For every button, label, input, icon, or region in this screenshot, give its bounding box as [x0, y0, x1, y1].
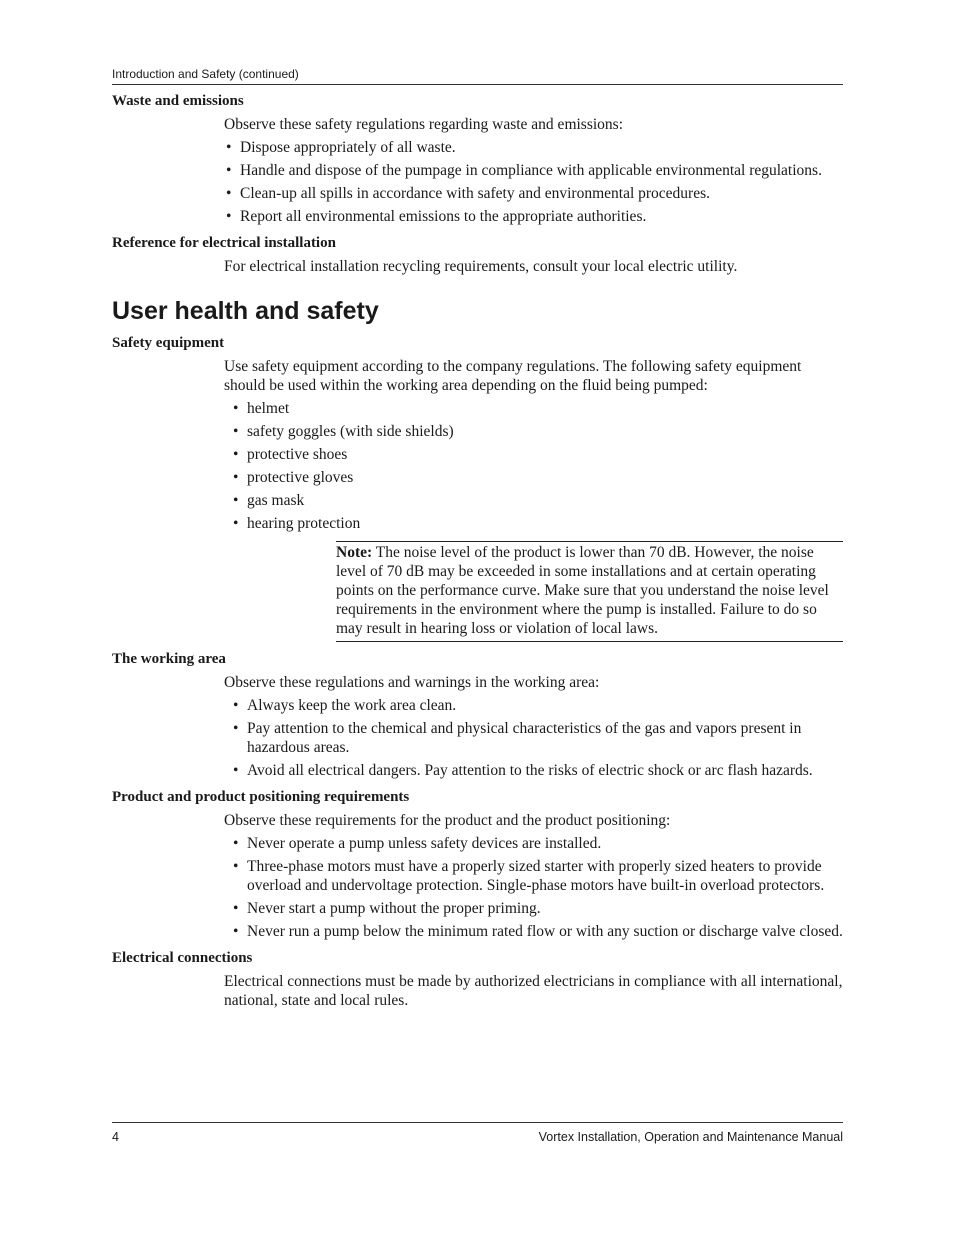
list-item: • helmet: [224, 399, 843, 418]
list-item: • protective shoes: [224, 445, 843, 464]
waste-list: [224, 138, 843, 226]
electrical-ref-body: [224, 257, 843, 276]
note-label: Note:: [336, 544, 373, 561]
list-item: • hearing protection: [224, 514, 843, 533]
waste-heading: Waste and emissions: [112, 93, 244, 109]
page-footer: [112, 1122, 843, 1144]
electrical-ref-heading: Reference for electrical installation: [112, 235, 336, 251]
positioning-body: [224, 811, 843, 941]
list-item: • Dispose appropriately of all waste.: [224, 138, 843, 157]
list-item: • Three-phase motors must have a properly sized starter with properly sized heaters to provide overload and undervoltage protection. Single-phase motors have built-in overload protectors.: [224, 857, 843, 895]
list-item: • gas mask: [224, 491, 843, 510]
working-area-heading: The working area: [112, 651, 226, 667]
running-header: Introduction and Safety (continued): [112, 67, 843, 85]
working-area-list: [224, 696, 843, 780]
working-area-intro: Observe these regulations and warnings in the working area:: [224, 674, 600, 691]
safety-equipment-heading: Safety equipment: [112, 335, 225, 351]
waste-body: [224, 115, 843, 226]
list-item: • Never run a pump below the minimum rated flow or with any suction or discharge valve closed.: [224, 922, 843, 941]
safety-equipment-intro: Use safety equipment according to the company regulations. The following safety equipment should be used within the working area depending on the fluid being pumped:: [224, 358, 802, 394]
electrical-conn-body: [224, 972, 843, 1010]
list-item: • Handle and dispose of the pumpage in compliance with applicable environmental regulations.: [224, 161, 843, 180]
list-item: • Never start a pump without the proper priming.: [224, 899, 843, 918]
list-item: • Always keep the work area clean.: [224, 696, 843, 715]
note-text: The noise level of the product is lower than 70 dB. However, the noise level of 70 dB may be exceeded in some installations and at certain operating points on the performance curve. Make sure that you understand the noise level requirements in the environment where the pump is installed. Failure to do so may result in hearing loss or violation of local laws.: [336, 544, 829, 637]
waste-intro: Observe these safety regulations regarding waste and emissions:: [224, 116, 624, 133]
noise-note: [336, 541, 843, 642]
positioning-list: [224, 834, 843, 941]
list-item: • Avoid all electrical dangers. Pay attention to the risks of electric shock or arc flash hazards.: [224, 761, 843, 780]
list-item: • protective gloves: [224, 468, 843, 487]
page-number: 4: [112, 1130, 119, 1144]
working-area-body: [224, 673, 843, 780]
electrical-conn-text: Electrical connections must be made by authorized electricians in compliance with all international, national, state and local rules.: [224, 973, 843, 1009]
electrical-ref-text: For electrical installation recycling requirements, consult your local electric utility.: [224, 258, 738, 275]
safety-equipment-body: [224, 357, 843, 533]
page-content: [112, 92, 843, 1014]
section-title: User health and safety: [112, 297, 379, 325]
list-item: • Clean-up all spills in accordance with safety and environmental procedures.: [224, 184, 843, 203]
list-item: • safety goggles (with side shields): [224, 422, 843, 441]
safety-equipment-list: [224, 399, 843, 533]
list-item: • Never operate a pump unless safety devices are installed.: [224, 834, 843, 853]
electrical-conn-heading: Electrical connections: [112, 950, 253, 966]
manual-title: Vortex Installation, Operation and Maintenance Manual: [538, 1130, 843, 1144]
list-item: • Report all environmental emissions to the appropriate authorities.: [224, 207, 843, 226]
positioning-intro: Observe these requirements for the product and the product positioning:: [224, 812, 671, 829]
positioning-heading: Product and product positioning requirements: [112, 789, 410, 805]
list-item: • Pay attention to the chemical and physical characteristics of the gas and vapors present in hazardous areas.: [224, 719, 843, 757]
